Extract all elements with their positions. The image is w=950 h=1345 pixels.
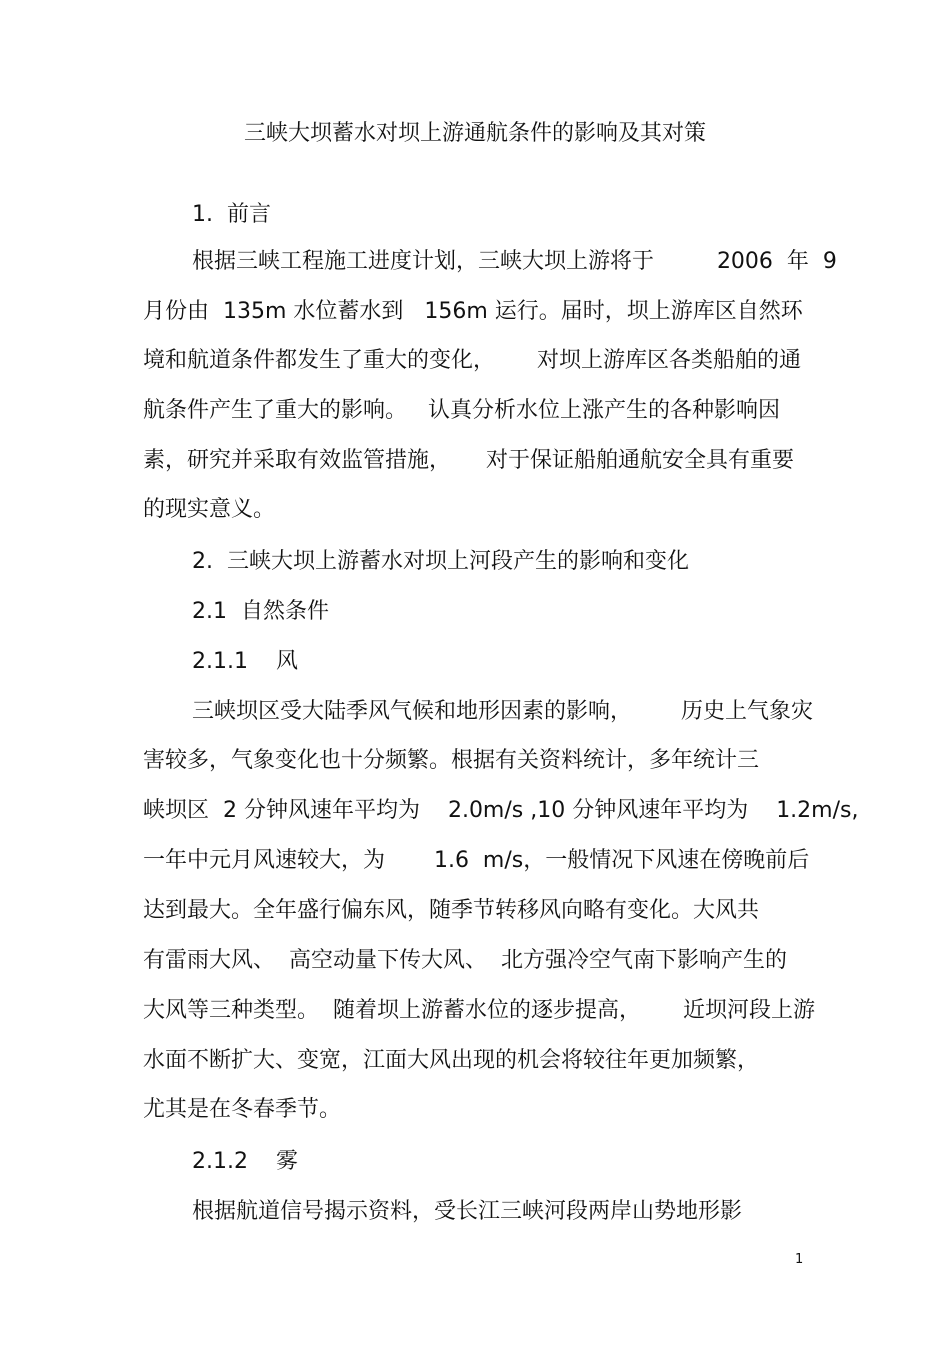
paragraph-line: 境和航道条件都发生了重大的变化， 对坝上游库区各类船舶的通 — [143, 348, 801, 373]
paragraph-line: 的现实意义。 — [143, 497, 276, 522]
paragraph-line: 尤其是在冬春季节。 — [143, 1097, 342, 1122]
paragraph-line: 大风等三种类型。 随着坝上游蓄水位的逐步提高， 近坝河段上游 — [143, 998, 815, 1023]
paragraph-line: 一年中元月风速较大，为 1.6 m/s，一般情况下风速在傍晚前后 — [143, 848, 810, 873]
paragraph-line: 三峡坝区受大陆季风气候和地形因素的影响， 历史上气象灾 — [192, 699, 813, 724]
heading-2: 2. 三峡大坝上游蓄水对坝上河段产生的影响和变化 — [192, 549, 689, 574]
paragraph-line: 根据航道信号揭示资料，受长江三峡河段两岸山势地形影 — [192, 1199, 743, 1224]
heading-1: 1. 前言 — [192, 202, 271, 227]
document-title: 三峡大坝蓄水对坝上游通航条件的影响及其对策 — [243, 121, 706, 146]
paragraph-line: 根据三峡工程施工进度计划，三峡大坝上游将于 2006 年 9 — [192, 249, 837, 274]
paragraph-line: 害较多，气象变化也十分频繁。根据有关资料统计，多年统计三 — [143, 748, 760, 773]
heading-2-1: 2.1 自然条件 — [192, 599, 329, 624]
paragraph-line: 航条件产生了重大的影响。 认真分析水位上涨产生的各种影响因 — [143, 398, 780, 423]
paragraph-line: 水面不断扩大、变宽，江面大风出现的机会将较往年更加频繁， — [143, 1048, 760, 1073]
paragraph-line: 月份由 135m 水位蓄水到 156m 运行。届时，坝上游库区自然环 — [143, 299, 803, 324]
heading-2-1-2: 2.1.2 雾 — [192, 1149, 298, 1174]
paragraph-line: 有雷雨大风、 高空动量下传大风、 北方强冷空气南下影响产生的 — [143, 948, 787, 973]
paragraph-line: 达到最大。全年盛行偏东风，随季节转移风向略有变化。大风共 — [143, 898, 760, 923]
paragraph-line: 素，研究并采取有效监管措施， 对于保证船舶通航安全具有重要 — [143, 448, 794, 473]
page-number: 1 — [795, 1252, 804, 1267]
paragraph-line: 峡坝区 2 分钟风速年平均为 2.0m/s ,10 分钟风速年平均为 1.2m/s, — [143, 798, 859, 823]
heading-2-1-1: 2.1.1 风 — [192, 649, 298, 674]
